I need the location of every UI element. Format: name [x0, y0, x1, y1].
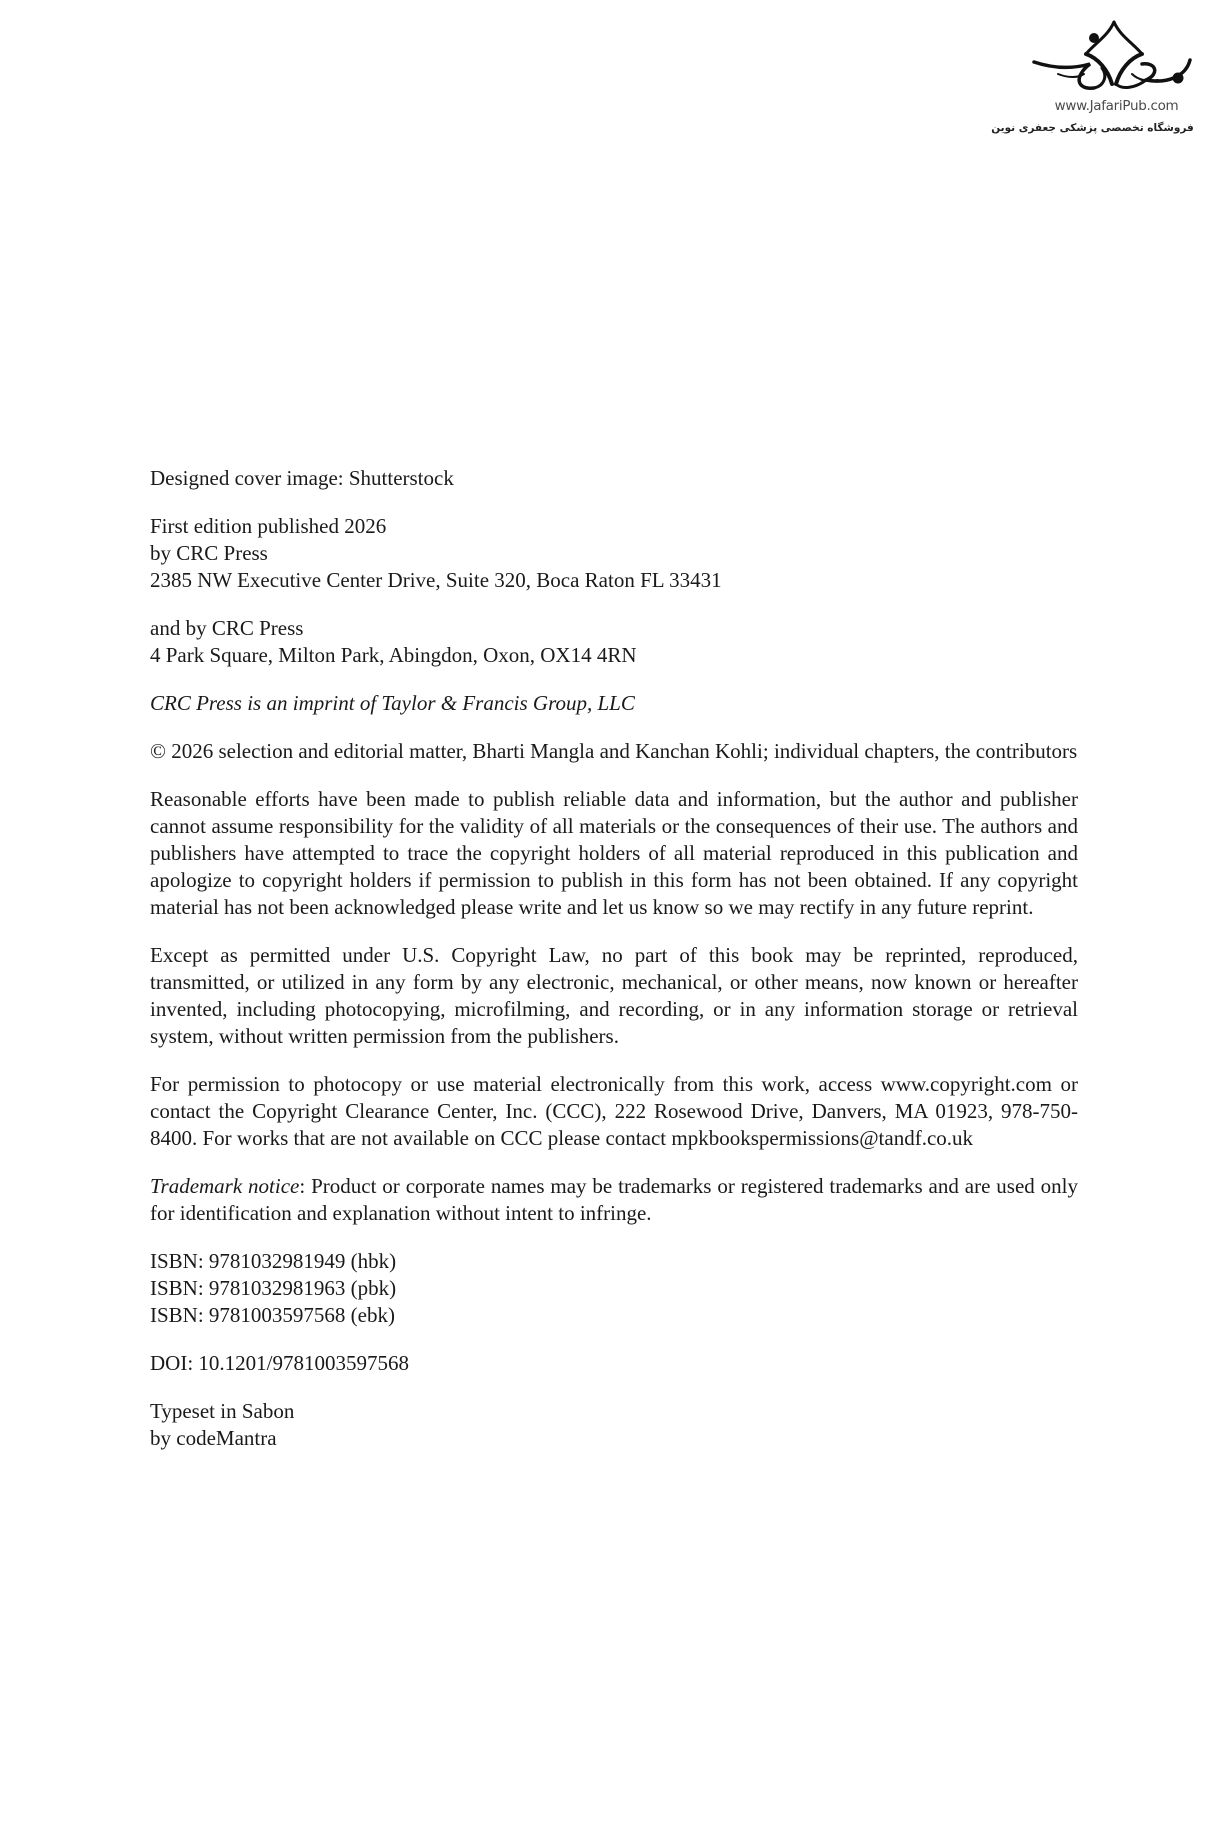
- edition-block: [150, 513, 1078, 594]
- copyright-statement: © 2026 selection and editorial matter, Bharti Mangla and Kanchan Kohli; individual chapters, the contributors: [150, 739, 1078, 763]
- isbn-hbk: ISBN: 9781032981949 (hbk): [150, 1249, 397, 1273]
- trademark-label: Trademark notice: [150, 1174, 300, 1198]
- isbn-pbk: ISBN: 9781032981963 (pbk): [150, 1276, 397, 1300]
- uk-publisher-line: and by CRC Press: [150, 616, 304, 640]
- typeset-block: [150, 1398, 1078, 1452]
- doi-block: [150, 1350, 1078, 1377]
- edition-line: First edition published 2026: [150, 514, 387, 538]
- calligraphy-logo-icon: [1028, 18, 1198, 100]
- permissions-paragraph: For permission to photocopy or use material electronically from this work, access www.copyright.com or contact the Copyright Clearance Center, Inc. (CCC), 222 Rosewood Drive, Danvers, MA 01923, 978-750-8400. For works that are not available on CCC please contact mpkbookspermissions@tandf.co.uk: [150, 1072, 1078, 1150]
- publisher-address: 2385 NW Executive Center Drive, Suite 320, Boca Raton FL 33431: [150, 568, 722, 592]
- copyright-page-content: [150, 465, 1078, 1473]
- trademark-notice: [150, 1173, 1078, 1227]
- cover-credit: [150, 465, 1078, 492]
- cover-credit-text: Designed cover image: Shutterstock: [150, 466, 454, 490]
- disclaimer-paragraph: Reasonable efforts have been made to publish reliable data and information, but the author and publisher cannot assume responsibility for the validity of all materials or the consequences of their use. The authors and publishers have attempted to trace the copyright holders of all material reproduced in this publication and apologize to copyright holders if permission to publish in this form has not been obtained. If any copyright material has not been acknowledged please write and let us know so we may rectify in any future reprint.: [150, 787, 1078, 919]
- doi-text: DOI: 10.1201/9781003597568: [150, 1351, 409, 1375]
- isbn-ebk: ISBN: 9781003597568 (ebk): [150, 1303, 395, 1327]
- copyright-law-paragraph: Except as permitted under U.S. Copyright Law, no part of this book may be reprinted, reproduced, transmitted, or utilized in any form by any electronic, mechanical, or other means, now known or hereafter invented, including photocopying, microfilming, and recording, or in any information storage or retrieval system, without written permission from the publishers.: [150, 943, 1078, 1048]
- uk-publisher-block: [150, 615, 1078, 669]
- imprint-text: CRC Press is an imprint of Taylor & Francis Group, LLC: [150, 691, 635, 715]
- logo-tagline: فروشگاه تخصصی پزشکی جعفری نوین: [991, 122, 1194, 134]
- typeset-font: Typeset in Sabon: [150, 1399, 295, 1423]
- uk-publisher-address: 4 Park Square, Milton Park, Abingdon, Oxon, OX14 4RN: [150, 643, 637, 667]
- publisher-line: by CRC Press: [150, 541, 268, 565]
- trademark-text: : Product or corporate names may be trademarks or registered trademarks and are used only for identification and explanation without intent to infringe.: [150, 1174, 1078, 1225]
- isbn-block: [150, 1248, 1078, 1329]
- typeset-by: by codeMantra: [150, 1426, 277, 1450]
- logo-url-text: www.JafariPub.com: [1054, 98, 1179, 114]
- imprint-statement: [150, 690, 1078, 717]
- publisher-logo: [991, 18, 1205, 138]
